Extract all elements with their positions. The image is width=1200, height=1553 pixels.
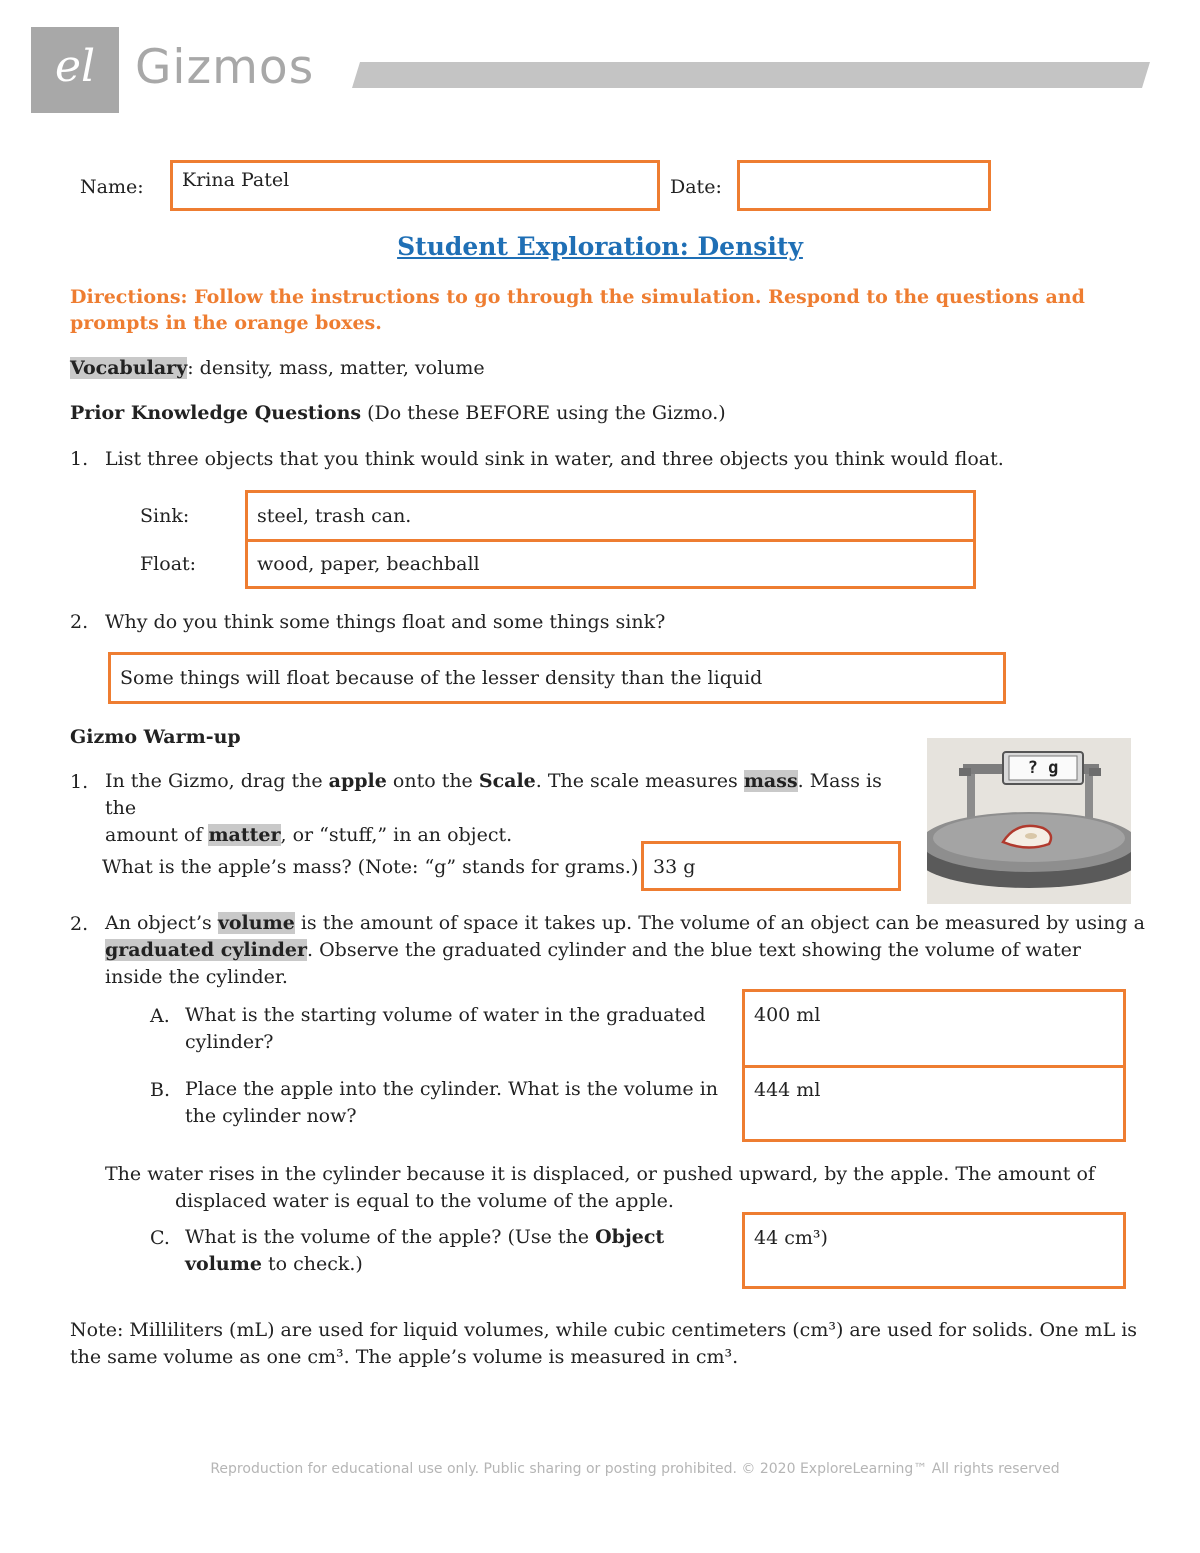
- float-answer: wood, paper, beachball: [257, 553, 480, 575]
- prior-q1-number: 1.: [70, 448, 89, 470]
- qc-letter: C.: [150, 1227, 170, 1249]
- date-field[interactable]: [737, 160, 991, 211]
- prior-knowledge-heading: [70, 402, 726, 424]
- float-answer-box[interactable]: [245, 539, 976, 589]
- gizmos-logo-text: Gizmos: [135, 40, 315, 95]
- header-bar: [352, 62, 1150, 88]
- qc-answer-box[interactable]: [742, 1212, 1126, 1289]
- page-title: Student Exploration: Density: [397, 232, 803, 261]
- qc-text: What is the volume of the apple? (Use the Object volume to check.): [185, 1226, 665, 1275]
- name-label: Name:: [80, 176, 144, 198]
- prior-q2-text: Why do you think some things float and some things sink?: [105, 611, 666, 633]
- qb-text: Place the apple into the cylinder. What is the volume in the cylinder now?: [185, 1078, 719, 1127]
- term-mass: mass: [743, 770, 798, 792]
- vocabulary-line: [70, 357, 485, 379]
- qa-answer-box[interactable]: [742, 989, 1126, 1068]
- q2-answer-box[interactable]: [108, 652, 1006, 704]
- prior-q2-number: 2.: [70, 611, 89, 633]
- warmup-q2-text: An object’s volume is the amount of space it takes up. The volume of an object can be measured by using a graduated cylinder. Observe the graduated cylinder and the blue text showing the volume of water inside the cylinder.: [105, 912, 1145, 988]
- gizmos-logo-mark: [31, 27, 119, 113]
- term-object-volume: volume: [185, 1253, 262, 1275]
- qa-answer: 400 ml: [754, 1004, 821, 1026]
- qb-answer-box[interactable]: [742, 1065, 1126, 1142]
- mass-answer-box[interactable]: [641, 841, 901, 891]
- units-note: Note: Milliliters (mL) are used for liquid volumes, while cubic centimeters (cm³) are used for solids. One mL is the same volume as one cm³. The apple’s volume is measured in cm³.: [70, 1319, 1138, 1368]
- prior-q1-text: List three objects that you think would sink in water, and three objects you think would float.: [105, 448, 1004, 470]
- displaced-paragraph: The water rises in the cylinder because it is displaced, or pushed upward, by the apple. The amount of displaced water is equal to the volume of the apple.: [105, 1163, 1095, 1212]
- q2-answer: Some things will float because of the lesser density than the liquid: [120, 667, 763, 689]
- mass-answer: 33 g: [653, 856, 696, 878]
- name-value: Krina Patel: [182, 169, 290, 191]
- term-matter: matter: [208, 824, 281, 846]
- scale-readout: ? g: [1027, 758, 1059, 778]
- warmup-q1-number: 1.: [70, 771, 89, 793]
- name-field[interactable]: [170, 160, 660, 211]
- qa-letter: A.: [150, 1005, 170, 1027]
- float-label: Float:: [140, 553, 197, 575]
- prior-heading: Prior Knowledge Questions: [70, 402, 362, 424]
- vocabulary-label: Vocabulary: [70, 357, 188, 379]
- sink-answer: steel, trash can.: [257, 505, 412, 527]
- warmup-q2-number: 2.: [70, 913, 89, 935]
- term-graduated-cylinder: graduated cylinder: [105, 939, 308, 961]
- date-label: Date:: [670, 176, 722, 198]
- prior-note: (Do these BEFORE using the Gizmo.): [361, 402, 726, 424]
- term-object: Object: [595, 1226, 665, 1248]
- vocabulary-terms: : density, mass, matter, volume: [187, 357, 485, 379]
- sink-answer-box[interactable]: [245, 490, 976, 542]
- logo-mark-glyph: el: [54, 41, 96, 92]
- term-apple: apple: [328, 770, 387, 792]
- scale-illustration: [927, 738, 1131, 904]
- mass-question: What is the apple’s mass? (Note: “g” stands for grams.): [102, 856, 639, 878]
- sink-label: Sink:: [140, 505, 190, 527]
- qa-text: What is the starting volume of water in the graduated cylinder?: [185, 1004, 706, 1053]
- qc-answer: 44 cm³): [754, 1227, 828, 1249]
- qb-answer: 444 ml: [754, 1079, 821, 1101]
- warmup-q1-text: In the Gizmo, drag the apple onto the Scale. The scale measures mass. Mass is the amount of matter, or “stuff,” in an object.: [105, 770, 882, 846]
- qb-letter: B.: [150, 1079, 171, 1101]
- term-volume: volume: [217, 912, 295, 934]
- copyright-footer: Reproduction for educational use only. Public sharing or posting prohibited. © 2020 ExploreLearning™ All rights reserved: [210, 1461, 1060, 1477]
- directions-text: Directions: Follow the instructions to go through the simulation. Respond to the questions and prompts in the orange boxes.: [70, 286, 1085, 334]
- term-scale: Scale: [478, 770, 536, 792]
- warmup-heading: Gizmo Warm-up: [70, 726, 241, 748]
